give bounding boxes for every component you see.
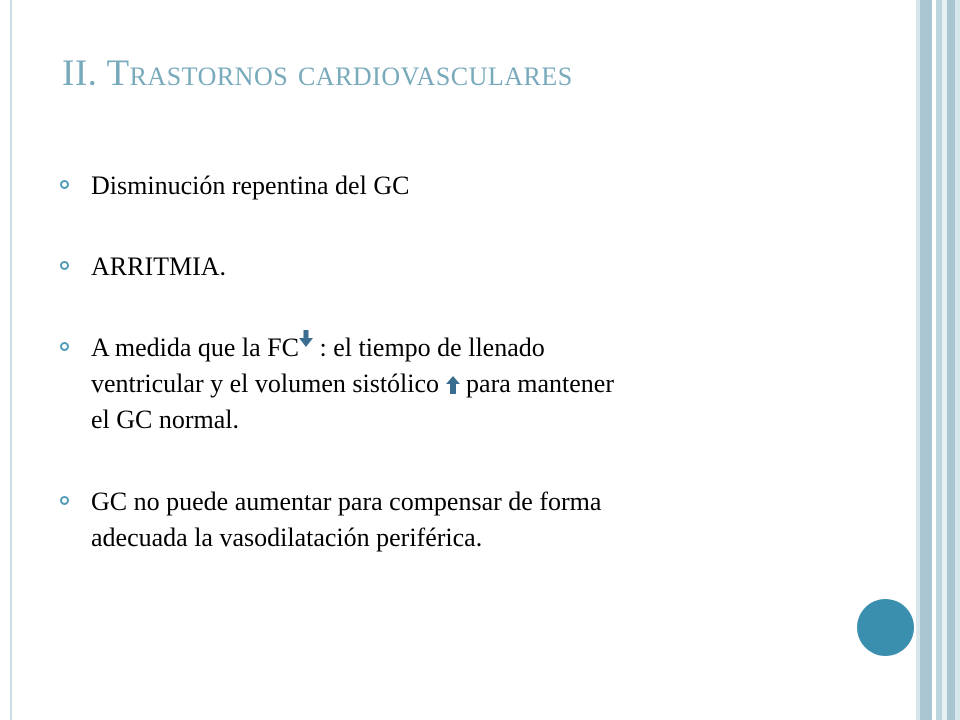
bullet-text: ARRITMIA. (91, 252, 227, 281)
bullet-item (60, 249, 880, 285)
bullet-text: ventricular y el volumen sistólico (91, 369, 446, 398)
bullet-list (60, 168, 880, 556)
bullet-item (60, 330, 880, 438)
slide-title: II. Trastornos cardiovasculares (62, 53, 573, 94)
bullet-marker-icon (60, 261, 69, 270)
bullet-text: Disminución repentina del GC (91, 171, 410, 200)
bullet-text: : el tiempo de llenado (312, 333, 545, 362)
bullet-text: adecuada la vasodilatación periférica. (91, 523, 483, 552)
bullet-item (60, 168, 880, 204)
bullet-text: el GC normal. (91, 405, 240, 434)
left-frame-line (10, 0, 12, 720)
arrow-down-icon (299, 330, 313, 348)
bullet-text: A medida que la FC (91, 333, 299, 362)
arrow-up-icon (446, 376, 460, 394)
bullet-text: para mantener (459, 369, 614, 398)
bullet-marker-icon (60, 180, 69, 189)
decorative-circle (857, 599, 914, 656)
bullet-marker-icon (60, 496, 69, 505)
decorative-stripes (916, 0, 960, 720)
bullet-marker-icon (60, 342, 69, 351)
bullet-item (60, 484, 880, 556)
bullet-text: GC no puede aumentar para compensar de forma (91, 487, 602, 516)
